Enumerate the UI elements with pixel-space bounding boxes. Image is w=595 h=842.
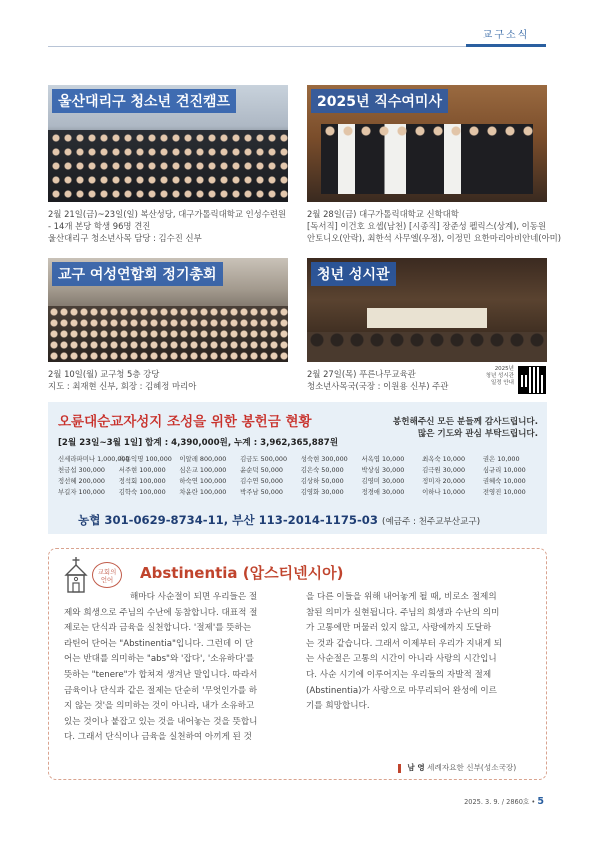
qr-code-icon[interactable]	[518, 366, 546, 394]
donor-entry: 김극원 30,000	[422, 466, 466, 474]
group-photo-crowd	[48, 130, 288, 202]
article-line: 는 것과 같습니다. 그래서 이제부터 우리가 지내게 되	[306, 638, 503, 649]
fund-thanks	[352, 416, 538, 440]
donor-entry: 윤순덕 50,000	[240, 466, 283, 474]
fund-period-total: [2월 23일~3월 1일] 합계 : 4,390,000원, 누계 : 3,962,365,887원	[58, 438, 339, 448]
photo-title: 청년 성시관	[311, 262, 396, 286]
caption-line: 지도 : 최재현 신부, 회장 : 김혜정 마리아	[48, 381, 197, 391]
badge-line: 교회의	[97, 568, 117, 576]
photo-youth-adoration	[307, 258, 547, 362]
article-line: 참된 의미가 실현됩니다. 주님의 희생과 수난의 의미	[306, 607, 500, 618]
photo-title: 교구 여성연합회 정기총회	[52, 262, 223, 286]
caption-camp	[48, 208, 286, 244]
altar-shape	[367, 308, 487, 328]
donor-row	[58, 476, 544, 487]
group-photo-crowd	[307, 332, 547, 362]
donor-entry: 전영진 10,000	[482, 488, 526, 496]
page-footer	[432, 796, 544, 807]
photo-youth-confirmation-camp	[48, 85, 288, 202]
caption-line: [독서직] 이건호 요셉(남천) [시종직] 장준성 펠릭스(상계), 이동원	[307, 221, 546, 231]
article-line: 가 고통에만 머물러 있지 않고, 사랑에까지 도달하	[306, 623, 492, 634]
donor-entry: 김수연 50,000	[240, 477, 283, 485]
donor-entry: 옥동익명 100,000	[118, 455, 172, 463]
donor-entry: 박상심 30,000	[361, 466, 405, 474]
caption-ministry	[307, 208, 561, 244]
article-line: 지 않는 것'을 의미하는 것이 아니라, 내가 소유하고	[64, 701, 255, 712]
article-line: 금육이나 단식과 같은 절제는 단순히 '무엇인가를 하	[64, 685, 258, 696]
article-line: 해마다 사순절이 되면 우리들은 절	[130, 592, 258, 602]
church-icon	[62, 556, 90, 594]
donor-entry: 정경애 30,000	[361, 488, 405, 496]
donor-entry: 이하나 10,000	[422, 488, 466, 496]
issue-info: 2025. 3. 9. / 2860호 •	[464, 798, 536, 806]
page-number: 5	[537, 796, 544, 807]
donor-entry: 정석회 100,000	[118, 477, 166, 485]
section-label: 교구소식	[482, 30, 530, 41]
header-accent-bar	[466, 44, 546, 47]
article-line: 있는 것이나 붙잡고 있는 것을 내어놓는 것을 뜻합니	[64, 716, 258, 727]
donor-entry: 차윤란 100,000	[179, 488, 227, 496]
article-column-left	[64, 590, 290, 746]
badge-line: 언어	[100, 576, 114, 584]
article-line: 다. 사순 시기에 이루어지는 우리들의 자발적 절제	[306, 669, 492, 680]
account-holder: (예금주 : 천주교부산교구)	[381, 517, 481, 527]
donor-entry: 김영화 30,000	[300, 488, 344, 496]
donor-entry: 최옥숙 10,000	[422, 455, 466, 463]
donor-entry: 하숙연 100,000	[179, 477, 227, 485]
article-line: (Abstinentia)가 사랑으로 마무리되어 완성에 이르	[306, 685, 497, 696]
donor-entry: 서옥엽 10,000	[361, 455, 405, 463]
signature-marker	[398, 764, 401, 773]
article-column-right	[306, 590, 534, 715]
donor-entry: 성숙현 300,000	[300, 455, 348, 463]
article-line: 라틴어 단어는 "Abstinentia"입니다. 그런데 이 단	[64, 638, 254, 649]
group-photo-crowd	[48, 306, 288, 362]
donor-entry: 심규리 10,000	[482, 466, 526, 474]
caption-youth	[307, 368, 448, 392]
caption-line: 2월 27일(목) 푸른나무교육관	[307, 369, 416, 379]
photo-title: 울산대리구 청소년 견진캠프	[52, 89, 236, 113]
group-photo-crowd	[321, 124, 533, 194]
donor-row	[58, 454, 544, 465]
qr-label-line: 청년 성시관	[485, 373, 514, 379]
donor-entry: 권은 10,000	[482, 455, 520, 463]
donor-entry: 박주남 50,000	[240, 488, 283, 496]
fund-title: 오륜대순교자성지 조성을 위한 봉헌금 현황	[58, 414, 312, 430]
author-name: 남 영	[407, 763, 425, 772]
author-signature	[398, 762, 516, 773]
qr-label-line: 2025년	[494, 366, 514, 372]
donor-list	[58, 454, 544, 498]
article-line: 뜻하는 "tenere"가 합쳐져 생겨난 말입니다. 따라서	[64, 669, 258, 680]
qr-label-line: 일정 안내	[490, 380, 514, 386]
article-line: 는 사순절은 고통의 시간이 아니라 사랑의 시간입니	[306, 654, 497, 665]
word-badge	[92, 562, 122, 588]
donor-entry: 심은교 100,000	[179, 466, 227, 474]
donor-entry: 정선혜 200,000	[58, 477, 105, 485]
article-line: 다. 그래서 단식이나 금육을 실천하여 아끼게 된 것	[64, 732, 252, 743]
donor-entry: 이알레 800,000	[179, 455, 227, 463]
article-line: 제로는 단식과 금육을 실천합니다. '절제'를 뜻하는	[64, 623, 252, 634]
article-line: 을 다른 이들을 위해 내어놓게 될 때, 비로소 절제의	[306, 592, 497, 602]
caption-line: - 14개 본당 학생 96명 견진	[48, 221, 151, 231]
donor-entry: 부길자 100,000	[58, 488, 105, 496]
donor-entry: 신세라파미나 1,000,000	[58, 455, 130, 463]
caption-line: 2월 10일(월) 교구청 5층 강당	[48, 369, 160, 379]
donor-entry: 김금도 500,000	[240, 455, 288, 463]
caption-women	[48, 368, 196, 392]
article-title: Abstinentia (압스티넨시아)	[140, 564, 344, 582]
caption-line: 청소년사목국(국장 : 이원용 신부) 주관	[307, 381, 449, 391]
donor-entry: 김상하 50,000	[300, 477, 344, 485]
photo-ministry-mass	[307, 85, 547, 202]
article-line: 제와 희생으로 주님의 수난에 동참합니다. 대표적 절	[64, 607, 258, 618]
donor-row	[58, 487, 544, 498]
donor-entry: 김학숙 100,000	[118, 488, 166, 496]
caption-line: 2월 28일(금) 대구가톨릭대학교 신학대학	[307, 209, 459, 219]
bank-account	[78, 512, 480, 528]
article-line: 어는 반대를 의미하는 "abs"와 '잡다', '소유하다'를	[64, 654, 255, 665]
donor-entry: 서주현 100,000	[118, 466, 166, 474]
thanks-line: 많은 기도와 관심 부탁드립니다.	[417, 429, 538, 439]
bank-account-number: 농협 301-0629-8734-11, 부산 113-2014-1175-03	[78, 513, 378, 527]
donor-entry: 김영미 30,000	[361, 477, 405, 485]
caption-line: 울산대리구 청소년사목 담당 : 김수진 신부	[48, 233, 202, 243]
caption-line: 2월 21일(금)~23일(일) 복산성당, 대구가톨릭대학교 인성수련원	[48, 209, 287, 219]
photo-title: 2025년 직수여미사	[311, 89, 448, 113]
donor-entry: 김은숙 50,000	[300, 466, 344, 474]
caption-line: 안토니오(안락), 최한석 사무엘(우정), 이정민 요한마리아비안네(아미)	[307, 233, 562, 243]
article-line: 기를 희망합니다.	[306, 701, 370, 712]
donor-entry: 정미자 20,000	[422, 477, 466, 485]
author-title: 세례자요한 신부(성소국장)	[427, 763, 517, 772]
thanks-line: 봉헌해주신 모든 분들께 감사드립니다.	[392, 417, 538, 427]
donor-row	[58, 465, 544, 476]
photo-women-association	[48, 258, 288, 362]
donor-entry: 천금섭 300,000	[58, 466, 105, 474]
donor-entry: 권혜숙 10,000	[482, 477, 526, 485]
qr-label	[474, 366, 514, 387]
